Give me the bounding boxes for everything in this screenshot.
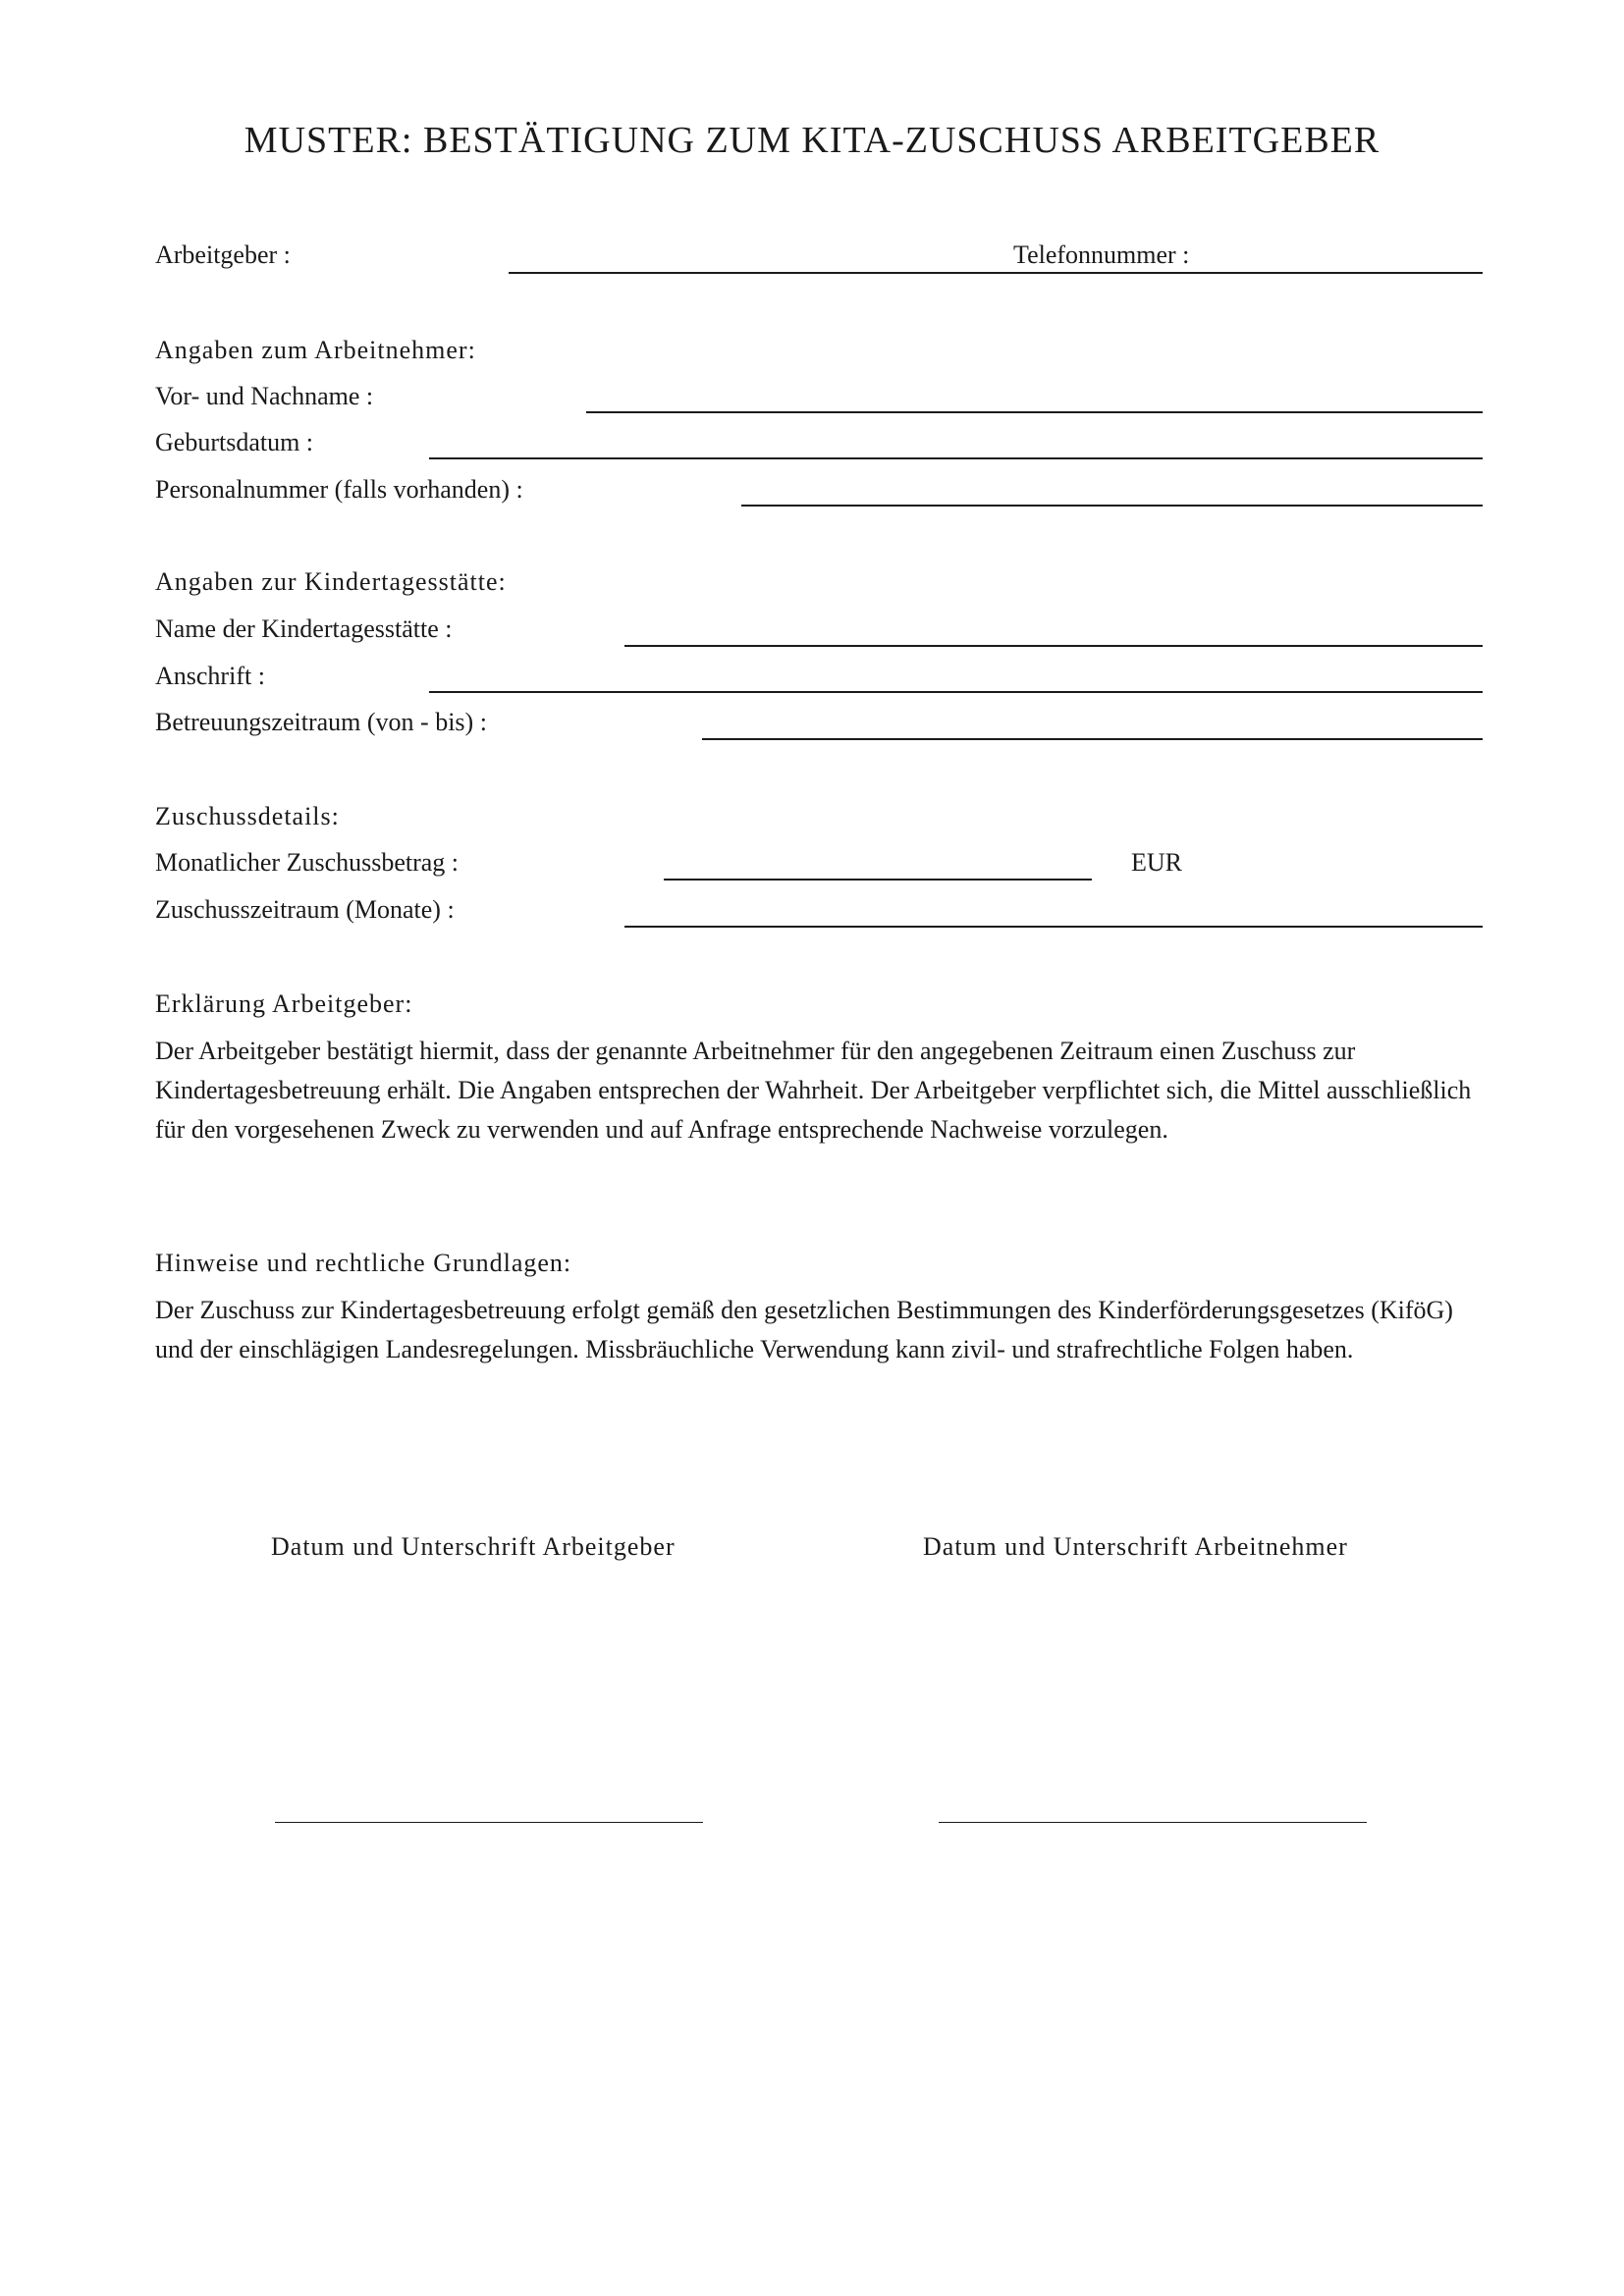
birth-date-label: Geburtsdatum :: [155, 428, 314, 456]
daycare-address-field-line[interactable]: [429, 691, 1483, 693]
personnel-number-label: Personalnummer (falls vorhanden) :: [155, 475, 523, 504]
employee-name-field-line[interactable]: [586, 411, 1483, 413]
declaration-text: Der Arbeitgeber bestätigt hiermit, dass der genannte Arbeitnehmer für den angegebenen Zeitraum einen Zuschuss zur Kindertagesbetreuung erhält. Die Angaben entsprechen der Wahrheit. Der Arbeitgeber verpflichtet sich, die Mittel ausschließlich für den vorgesehenen Zweck zu verwenden und auf Anfrage entsprechende Nachweise vorzulegen.: [155, 1037, 1472, 1144]
daycare-name-field-line[interactable]: [624, 645, 1483, 647]
employee-signature-label: Datum und Unterschrift Arbeitnehmer: [923, 1532, 1348, 1561]
employee-name-label: Vor- und Nachname :: [155, 382, 374, 410]
employee-signature-line[interactable]: [939, 1822, 1367, 1823]
care-period-field-line[interactable]: [702, 738, 1483, 740]
daycare-address-label: Anschrift :: [155, 662, 265, 690]
currency-label: EUR: [1131, 848, 1182, 877]
care-period-label: Betreuungszeitraum (von - bis) :: [155, 708, 487, 736]
notes-heading: Hinweise und rechtliche Grundlagen:: [155, 1249, 572, 1277]
subsidy-section-heading: Zuschussdetails:: [155, 802, 340, 830]
subsidy-amount-field-line[interactable]: [664, 879, 1092, 881]
declaration-heading: Erklärung Arbeitgeber:: [155, 989, 413, 1018]
personnel-number-field-line[interactable]: [741, 505, 1483, 507]
employee-section-heading: Angaben zum Arbeitnehmer:: [155, 336, 476, 364]
daycare-section-heading: Angaben zur Kindertagesstätte:: [155, 567, 507, 596]
subsidy-amount-label: Monatlicher Zuschussbetrag :: [155, 848, 460, 877]
employer-signature-label: Datum und Unterschrift Arbeitgeber: [271, 1532, 676, 1561]
employer-signature-line[interactable]: [275, 1822, 703, 1823]
subsidy-months-field-line[interactable]: [624, 926, 1483, 928]
page-title: MUSTER: BESTÄTIGUNG ZUM KITA-ZUSCHUSS ARBEITGEBER: [244, 120, 1380, 161]
employer-field-line[interactable]: [509, 272, 1483, 274]
notes-text: Der Zuschuss zur Kindertagesbetreuung erfolgt gemäß den gesetzlichen Bestimmungen des Kinderförderungsgesetzes (KiföG) und der einschlägigen Landesregelungen. Missbräuchliche Verwendung kann zivil- und strafrechtliche Folgen haben.: [155, 1296, 1453, 1363]
daycare-name-label: Name der Kindertagesstätte :: [155, 614, 453, 643]
employer-label: Arbeitgeber :: [155, 240, 291, 269]
phone-label: Telefonnummer :: [1013, 240, 1190, 269]
birth-date-field-line[interactable]: [429, 457, 1483, 459]
subsidy-months-label: Zuschusszeitraum (Monate) :: [155, 895, 455, 924]
